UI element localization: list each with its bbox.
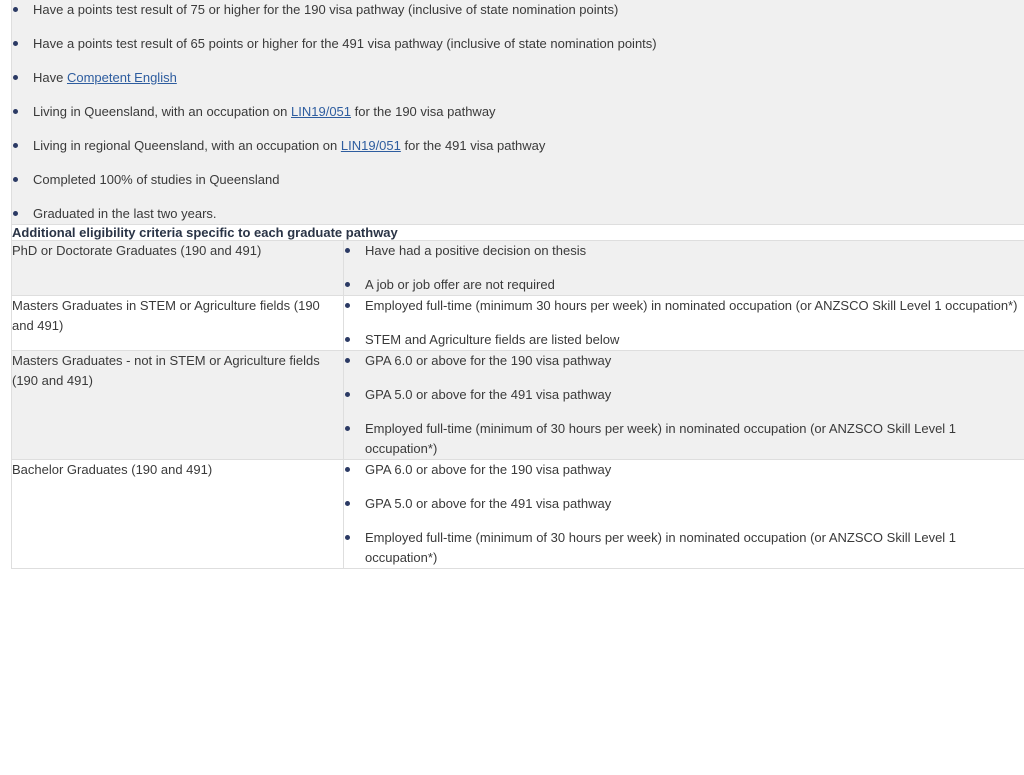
bullet-icon	[13, 177, 18, 182]
criterion-text: Completed 100% of studies in Queensland	[33, 172, 280, 187]
bullet-icon	[345, 426, 350, 431]
bullet-icon	[345, 467, 350, 472]
bullet-icon	[345, 337, 350, 342]
criterion-text: Have a points test result of 65 points or higher for the 491 visa pathway (inclusive of state nomination points)	[33, 36, 657, 51]
list-item	[12, 204, 1024, 224]
pathway-label-line: Masters Graduates - not in STEM or Agriculture fields	[12, 353, 320, 368]
criterion-text: GPA 5.0 or above for the 491 visa pathway	[365, 387, 612, 402]
general-criteria-list	[12, 0, 1024, 224]
general-criteria-cell	[12, 0, 1024, 225]
list-item	[344, 241, 1024, 261]
pathway-label: Masters Graduates in STEM or Agriculture fields (190 and 491)	[12, 296, 344, 351]
general-criteria-row	[12, 0, 1024, 225]
list-item	[344, 275, 1024, 295]
bullet-icon	[345, 303, 350, 308]
list-item	[12, 136, 1024, 156]
list-item	[344, 494, 1024, 514]
list-item	[344, 330, 1024, 350]
competent-english-link[interactable]: Competent English	[66, 70, 177, 85]
pathway-label	[12, 351, 344, 460]
bullet-icon	[345, 501, 350, 506]
criterion-text: Employed full-time (minimum of 30 hours per week) in nominated occupation (or ANZSCO Skill Level 1 occupation*)	[365, 421, 957, 456]
criterion-text: for the 190 visa pathway	[351, 104, 496, 119]
list-item	[344, 528, 1024, 568]
pathway-criteria-cell	[344, 296, 1024, 351]
pathway-criteria-cell	[344, 241, 1024, 296]
bullet-icon	[345, 535, 350, 540]
pathway-label: PhD or Doctorate Graduates (190 and 491)	[12, 241, 344, 296]
criterion-text: STEM and Agriculture fields are listed below	[365, 332, 620, 347]
table-row	[12, 460, 1024, 569]
pathway-criteria-cell	[344, 460, 1024, 569]
pathway-criteria-list	[344, 296, 1024, 350]
list-item	[12, 0, 1024, 20]
criterion-text: Employed full-time (minimum of 30 hours per week) in nominated occupation (or ANZSCO Skill Level 1 occupation*)	[365, 530, 957, 565]
pathway-label: Bachelor Graduates (190 and 491)	[12, 460, 344, 569]
list-item	[344, 419, 1024, 459]
eligibility-table	[11, 0, 1024, 569]
table-row	[12, 241, 1024, 296]
criterion-text: A job or job offer are not required	[365, 277, 555, 292]
criterion-text: GPA 5.0 or above for the 491 visa pathway	[365, 496, 612, 511]
list-item	[344, 351, 1024, 371]
pathway-label-line: (190 and 491)	[12, 373, 93, 388]
lin19-051-regional-link[interactable]: LIN19/051	[340, 138, 401, 153]
list-item	[12, 34, 1024, 54]
lin19-051-link[interactable]: LIN19/051	[291, 104, 352, 119]
list-item	[12, 170, 1024, 190]
criterion-text: GPA 6.0 or above for the 190 visa pathway	[365, 353, 612, 368]
bullet-icon	[345, 282, 350, 287]
criterion-text: GPA 6.0 or above for the 190 visa pathway	[365, 462, 612, 477]
table-row	[12, 296, 1024, 351]
criterion-text: Have	[33, 70, 67, 85]
criterion-text: Employed full-time (minimum 30 hours per week) in nominated occupation (or ANZSCO Skill Level 1 occupation*)	[365, 298, 1018, 313]
pathway-heading: Additional eligibility criteria specific to each graduate pathway	[12, 225, 1024, 241]
pathway-criteria-list	[344, 351, 1024, 459]
criterion-text: Have had a positive decision on thesis	[365, 243, 587, 258]
list-item	[12, 68, 1024, 88]
bullet-icon	[13, 41, 18, 46]
criterion-text: Living in regional Queensland, with an occupation on	[33, 138, 341, 153]
list-item	[344, 385, 1024, 405]
list-item	[12, 102, 1024, 122]
bullet-icon	[13, 211, 18, 216]
bullet-icon	[13, 109, 18, 114]
bullet-icon	[13, 75, 18, 80]
bullet-icon	[345, 248, 350, 253]
list-item	[344, 296, 1024, 316]
bullet-icon	[13, 143, 18, 148]
criterion-text: Living in Queensland, with an occupation on	[33, 104, 292, 119]
pathway-criteria-cell	[344, 351, 1024, 460]
bullet-icon	[13, 7, 18, 12]
pathway-heading-row	[12, 225, 1024, 241]
criterion-text: Have a points test result of 75 or higher for the 190 visa pathway (inclusive of state nomination points)	[33, 2, 619, 17]
criterion-text: Graduated in the last two years.	[33, 206, 217, 221]
list-item	[344, 460, 1024, 480]
pathway-criteria-list	[344, 460, 1024, 568]
pathway-criteria-list	[344, 241, 1024, 295]
criterion-text: for the 491 visa pathway	[400, 138, 546, 153]
table-row	[12, 351, 1024, 460]
bullet-icon	[345, 358, 350, 363]
bullet-icon	[345, 392, 350, 397]
